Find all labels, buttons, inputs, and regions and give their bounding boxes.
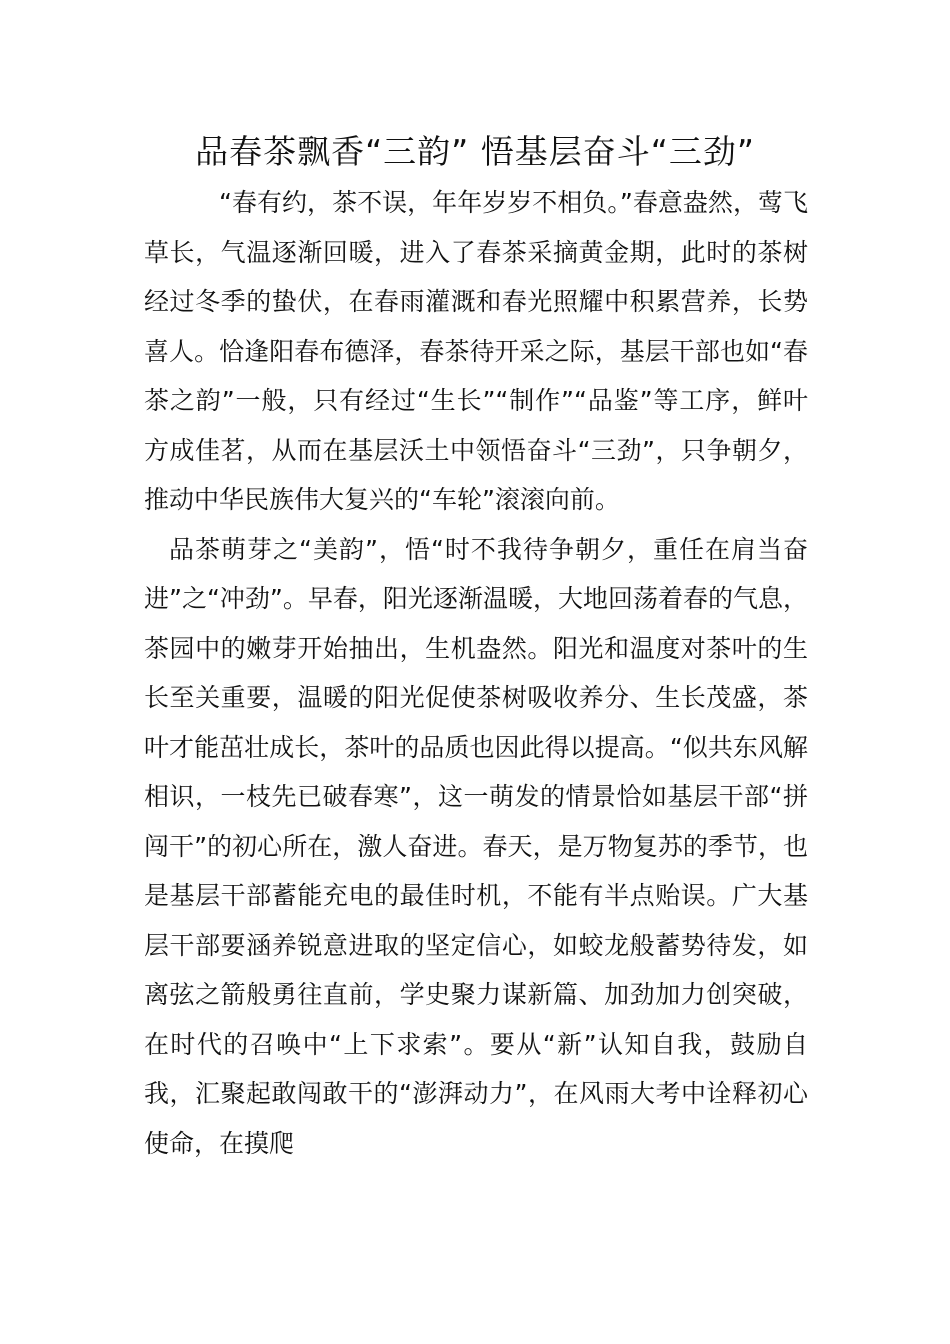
document-body [144, 178, 808, 1168]
document-title: 品春茶飘香“三韵” 悟基层奋斗“三劲” [195, 132, 755, 171]
paragraph-sprouting: 品茶萌芽之“美韵”，悟“时不我待争朝夕，重任在肩当奋进”之“冲劲”。早春，阳光逐渐温暖，大地回荡着春的气息，茶园中的嫩芽开始抽出，生机盎然。阳光和温度对茶叶的生长至关重要，温暖的阳光促使茶树吸收养分、生长茂盛，茶叶才能茁壮成长，茶叶的品质也因此得以提高。“似共东风解相识，一枝先已破春寒”，这一萌发的情景恰如基层干部“拼闯干”的初心所在，激人奋进。春天，是万物复苏的季节，也是基层干部蓄能充电的最佳时机，不能有半点贻误。广大基层干部要涵养锐意进取的坚定信心，如蛟龙般蓄势待发，如离弦之箭般勇往直前，学史聚力谋新篇、加劲加力创突破，在时代的召唤中“上下求索”。要从“新”认知自我，鼓励自我，汇聚起敢闯敢干的“澎湃动力”，在风雨大考中诠释初心使命，在摸爬 [144, 534, 808, 1158]
paragraph-intro: “春有约，茶不误，年年岁岁不相负。”春意盎然，莺飞草长，气温逐渐回暖，进入了春茶采摘黄金期，此时的茶树经过冬季的蛰伏，在春雨灌溉和春光照耀中积累营养，长势喜人。恰逢阳春布德泽，春茶待开采之际，基层干部也如“春茶之韵”一般，只有经过“生长”“制作”“品鉴”等工序，鲜叶方成佳茗，从而在基层沃土中领悟奋斗“三劲”，只争朝夕，推动中华民族伟大复兴的“车轮”滚滚向前。 [144, 188, 808, 514]
